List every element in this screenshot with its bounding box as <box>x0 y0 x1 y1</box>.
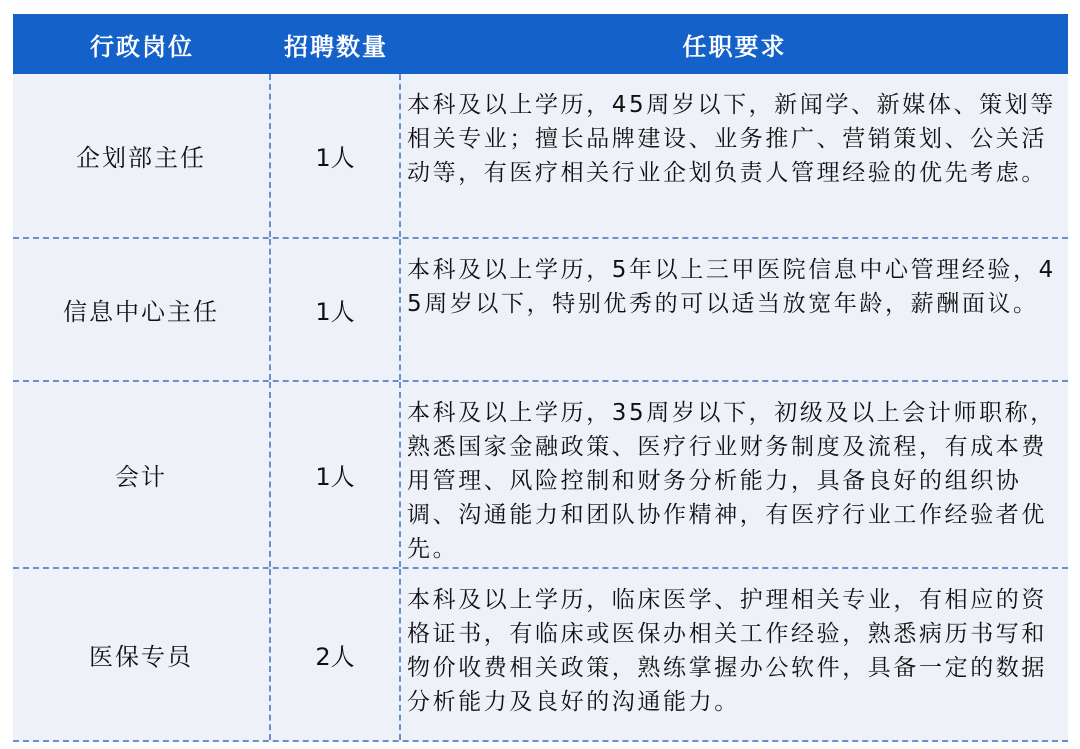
position-cell: 会计 <box>13 382 271 567</box>
position-cell: 医保专员 <box>13 569 271 740</box>
count-cell: 1人 <box>271 74 401 237</box>
table-header <box>13 14 1068 74</box>
requirements-cell: 本科及以上学历，45周岁以下，新闻学、新媒体、策划等相关专业；擅长品牌建设、业务推广、营销策划、公关活动等，有医疗相关行业企划负责人管理经验的优先考虑。 <box>407 92 1056 186</box>
count-cell: 1人 <box>271 239 401 380</box>
requirements-cell: 本科及以上学历，35周岁以下，初级及以上会计师职称，熟悉国家金融政策、医疗行业财务制度及流程，有成本费用管理、风险控制和财务分析能力，具备良好的组织协调、沟通能力和团队协作精神，有医疗行业工作经验者优先。 <box>407 400 1056 562</box>
position-cell: 信息中心主任 <box>13 239 271 380</box>
header-requirements: 任职要求 <box>682 32 787 61</box>
header-position: 行政岗位 <box>90 32 194 61</box>
count-cell: 1人 <box>271 382 401 567</box>
count-cell: 2人 <box>271 569 401 740</box>
table-row <box>13 569 1068 742</box>
requirements-cell: 本科及以上学历，5年以上三甲医院信息中心管理经验，45周岁以下，特别优秀的可以适当放宽年龄，薪酬面议。 <box>407 257 1056 317</box>
table-row <box>13 239 1068 382</box>
table-row <box>13 382 1068 569</box>
recruitment-table <box>13 14 1068 742</box>
header-count: 招聘数量 <box>284 32 388 61</box>
position-cell: 企划部主任 <box>13 74 271 237</box>
requirements-cell: 本科及以上学历，临床医学、护理相关专业，有相应的资格证书，有临床或医保办相关工作经验，熟悉病历书写和物价收费相关政策，熟练掌握办公软件，具备一定的数据分析能力及良好的沟通能力。 <box>407 587 1047 715</box>
table-row <box>13 74 1068 239</box>
